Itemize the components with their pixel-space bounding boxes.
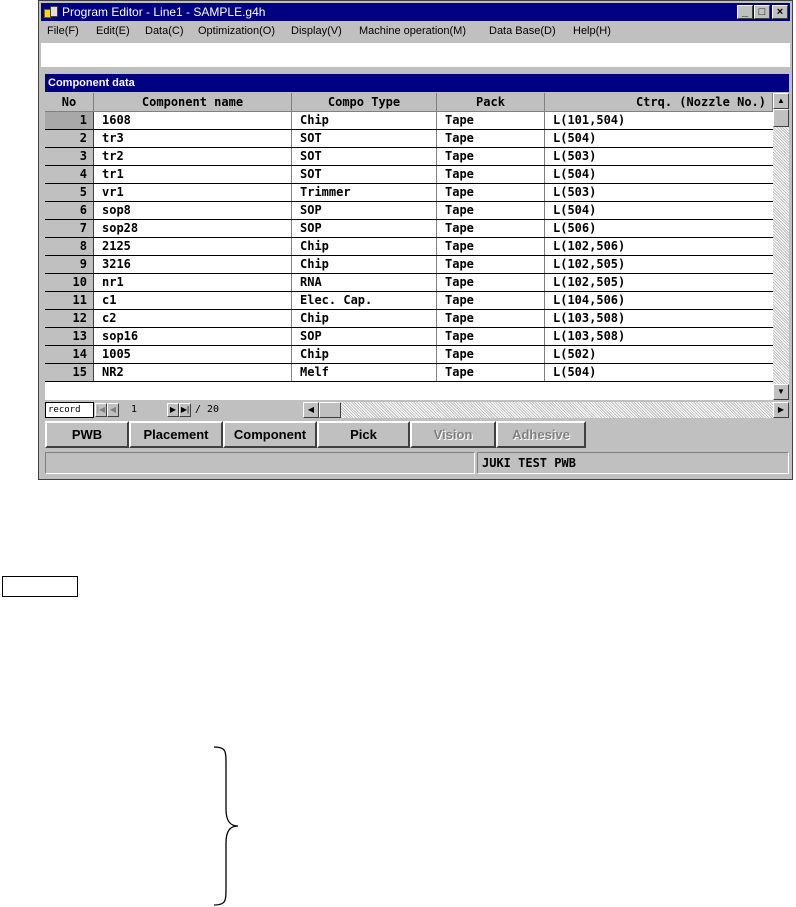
last-record-icon[interactable]: ▶|	[179, 403, 191, 417]
compo-type-cell[interactable]: SOT	[292, 166, 437, 183]
program-editor-icon[interactable]	[44, 5, 58, 19]
first-record-icon[interactable]: |◀	[95, 403, 107, 417]
pack-cell[interactable]: Tape	[437, 292, 545, 309]
column-header-pack[interactable]: Pack	[437, 93, 545, 112]
pack-cell[interactable]: Tape	[437, 202, 545, 219]
table-row[interactable]	[45, 238, 773, 256]
pack-cell[interactable]: Tape	[437, 256, 545, 273]
component-name-cell[interactable]: 2125	[94, 238, 292, 255]
scroll-down-icon[interactable]: ▼	[773, 384, 789, 400]
vertical-scroll-thumb[interactable]	[773, 109, 789, 127]
ctrq-cell[interactable]: L(104,506)	[553, 293, 626, 307]
table-row[interactable]	[45, 220, 773, 238]
compo-type-cell[interactable]: Chip	[292, 310, 437, 327]
compo-type-cell[interactable]: SOP	[292, 220, 437, 237]
row-number[interactable]: 12	[45, 310, 94, 327]
compo-type-cell[interactable]: SOT	[292, 130, 437, 147]
vertical-scrollbar[interactable]	[773, 93, 789, 400]
compo-type-cell[interactable]: SOP	[292, 202, 437, 219]
ctrq-cell[interactable]: L(103,508)	[553, 329, 626, 343]
compo-type-cell[interactable]: SOP	[292, 328, 437, 345]
previous-record-icon[interactable]: ◀	[107, 403, 119, 417]
tab-component[interactable]: Component	[223, 421, 317, 448]
menu-file[interactable]: File(F)	[47, 25, 79, 37]
table-row[interactable]	[45, 274, 773, 292]
table-row[interactable]	[45, 256, 773, 274]
pack-cell[interactable]: Tape	[437, 184, 545, 201]
ctrq-cell[interactable]: L(503)	[553, 149, 597, 163]
pack-cell[interactable]: Tape	[437, 220, 545, 237]
tab-pwb[interactable]: PWB	[45, 421, 129, 448]
horizontal-scrollbar[interactable]	[303, 402, 789, 418]
maximize-button[interactable]: □	[754, 5, 770, 19]
component-name-cell[interactable]: sop28	[94, 220, 292, 237]
row-number[interactable]: 6	[45, 202, 94, 219]
component-data-grid	[45, 93, 789, 400]
row-number[interactable]: 8	[45, 238, 94, 255]
component-name-cell[interactable]: c1	[94, 292, 292, 309]
component-name-cell[interactable]: 1608	[94, 112, 292, 129]
compo-type-cell[interactable]: Chip	[292, 112, 437, 129]
component-name-cell[interactable]: tr3	[94, 130, 292, 147]
component-name-cell[interactable]: vr1	[94, 184, 292, 201]
pack-cell[interactable]: Tape	[437, 166, 545, 183]
record-total: / 20	[195, 404, 220, 415]
row-number[interactable]: 13	[45, 328, 94, 345]
component-name-cell[interactable]: NR2	[94, 364, 292, 381]
minimize-button[interactable]: _	[737, 5, 753, 19]
status-message	[45, 452, 475, 474]
pack-cell[interactable]: Tape	[437, 310, 545, 327]
compo-type-cell[interactable]: RNA	[292, 274, 437, 291]
table-row[interactable]	[45, 328, 773, 346]
component-name-cell[interactable]: sop8	[94, 202, 292, 219]
component-name-cell[interactable]: tr2	[94, 148, 292, 165]
row-number[interactable]: 1	[45, 112, 94, 129]
row-number[interactable]: 15	[45, 364, 94, 381]
row-number[interactable]: 5	[45, 184, 94, 201]
window-title: Program Editor - Line1 - SAMPLE.g4h	[62, 5, 266, 19]
table-row[interactable]	[45, 184, 773, 202]
scroll-left-icon[interactable]: ◀	[303, 402, 319, 418]
table-row[interactable]	[45, 130, 773, 148]
pack-cell[interactable]: Tape	[437, 148, 545, 165]
menu-help[interactable]: Help(H)	[573, 25, 611, 37]
right-curly-brace	[212, 745, 242, 907]
pack-cell[interactable]: Tape	[437, 130, 545, 147]
menu-data[interactable]: Data(C)	[145, 25, 184, 37]
menu-display[interactable]: Display(V)	[291, 25, 342, 37]
ctrq-cell[interactable]: L(101,504)	[553, 113, 626, 127]
ctrq-cell[interactable]: L(102,506)	[553, 239, 626, 253]
next-record-icon[interactable]: ▶	[167, 403, 179, 417]
ctrq-cell[interactable]: L(502)	[553, 347, 597, 361]
column-header-no[interactable]: No	[45, 93, 94, 112]
pack-cell[interactable]: Tape	[437, 238, 545, 255]
row-number[interactable]: 2	[45, 130, 94, 147]
toolbar-area	[41, 43, 790, 67]
ctrq-cell[interactable]: L(506)	[553, 221, 597, 235]
component-name-cell[interactable]: c2	[94, 310, 292, 327]
column-header-ctrq[interactable]: Ctrq. (Nozzle No.)	[545, 93, 773, 112]
ctrq-cell[interactable]: L(504)	[553, 131, 597, 145]
component-name-cell[interactable]: 3216	[94, 256, 292, 273]
menu-machine-operation[interactable]: Machine operation(M)	[359, 25, 466, 37]
status-pwb-name: JUKI TEST PWB	[477, 452, 789, 474]
menu-edit[interactable]: Edit(E)	[96, 25, 130, 37]
row-number[interactable]: 4	[45, 166, 94, 183]
panel-title: Component data	[45, 74, 789, 92]
record-label: record	[45, 402, 94, 418]
row-number[interactable]: 10	[45, 274, 94, 291]
annotation-box	[2, 576, 78, 597]
compo-type-cell[interactable]: Chip	[292, 256, 437, 273]
scroll-up-icon[interactable]: ▲	[773, 93, 789, 109]
program-editor-window	[38, 0, 793, 480]
record-navigator	[45, 402, 789, 418]
ctrq-cell[interactable]: L(102,505)	[553, 275, 626, 289]
tab-adhesive: Adhesive	[496, 421, 586, 448]
pack-cell[interactable]: Tape	[437, 364, 545, 381]
ctrq-cell[interactable]: L(103,508)	[553, 311, 626, 325]
tab-placement[interactable]: Placement	[129, 421, 223, 448]
compo-type-cell[interactable]: Chip	[292, 346, 437, 363]
compo-type-cell[interactable]: Chip	[292, 238, 437, 255]
pack-cell[interactable]: Tape	[437, 112, 545, 129]
ctrq-cell[interactable]: L(504)	[553, 167, 597, 181]
title-bar[interactable]	[41, 3, 790, 21]
pack-cell[interactable]: Tape	[437, 328, 545, 345]
component-name-cell[interactable]: nr1	[94, 274, 292, 291]
compo-type-cell[interactable]: Elec. Cap.	[292, 292, 437, 309]
component-name-cell[interactable]: sop16	[94, 328, 292, 345]
column-header-component-name[interactable]: Component name	[94, 93, 292, 112]
close-button[interactable]: ×	[772, 5, 788, 19]
column-header-compo-type[interactable]: Compo Type	[292, 93, 437, 112]
row-number[interactable]: 3	[45, 148, 94, 165]
table-row[interactable]	[45, 202, 773, 220]
ctrq-cell[interactable]: L(504)	[553, 365, 597, 379]
row-number[interactable]: 14	[45, 346, 94, 363]
component-name-cell[interactable]: 1005	[94, 346, 292, 363]
row-number[interactable]: 7	[45, 220, 94, 237]
table-row[interactable]	[45, 112, 773, 130]
menu-bar	[41, 22, 790, 41]
menu-data-base[interactable]: Data Base(D)	[489, 25, 556, 37]
compo-type-cell[interactable]: SOT	[292, 148, 437, 165]
row-number[interactable]: 11	[45, 292, 94, 309]
compo-type-cell[interactable]: Trimmer	[292, 184, 437, 201]
ctrq-cell[interactable]: L(102,505)	[553, 257, 626, 271]
table-row[interactable]	[45, 310, 773, 328]
current-record-field[interactable]: 1	[131, 404, 138, 415]
horizontal-scroll-thumb[interactable]	[319, 402, 341, 418]
component-name-cell[interactable]: tr1	[94, 166, 292, 183]
pack-cell[interactable]: Tape	[437, 346, 545, 363]
table-row[interactable]	[45, 346, 773, 364]
ctrq-cell[interactable]: L(504)	[553, 203, 597, 217]
table-row[interactable]	[45, 364, 773, 382]
tab-pick[interactable]: Pick	[317, 421, 410, 448]
table-row[interactable]	[45, 166, 773, 184]
pack-cell[interactable]: Tape	[437, 274, 545, 291]
status-bar	[45, 452, 789, 474]
table-row[interactable]	[45, 292, 773, 310]
menu-optimization[interactable]: Optimization(O)	[198, 25, 276, 37]
compo-type-cell[interactable]: Melf	[292, 364, 437, 381]
table-row[interactable]	[45, 148, 773, 166]
scroll-right-icon[interactable]: ▶	[773, 402, 789, 418]
tab-vision: Vision	[410, 421, 496, 448]
row-number[interactable]: 9	[45, 256, 94, 273]
ctrq-cell[interactable]: L(503)	[553, 185, 597, 199]
